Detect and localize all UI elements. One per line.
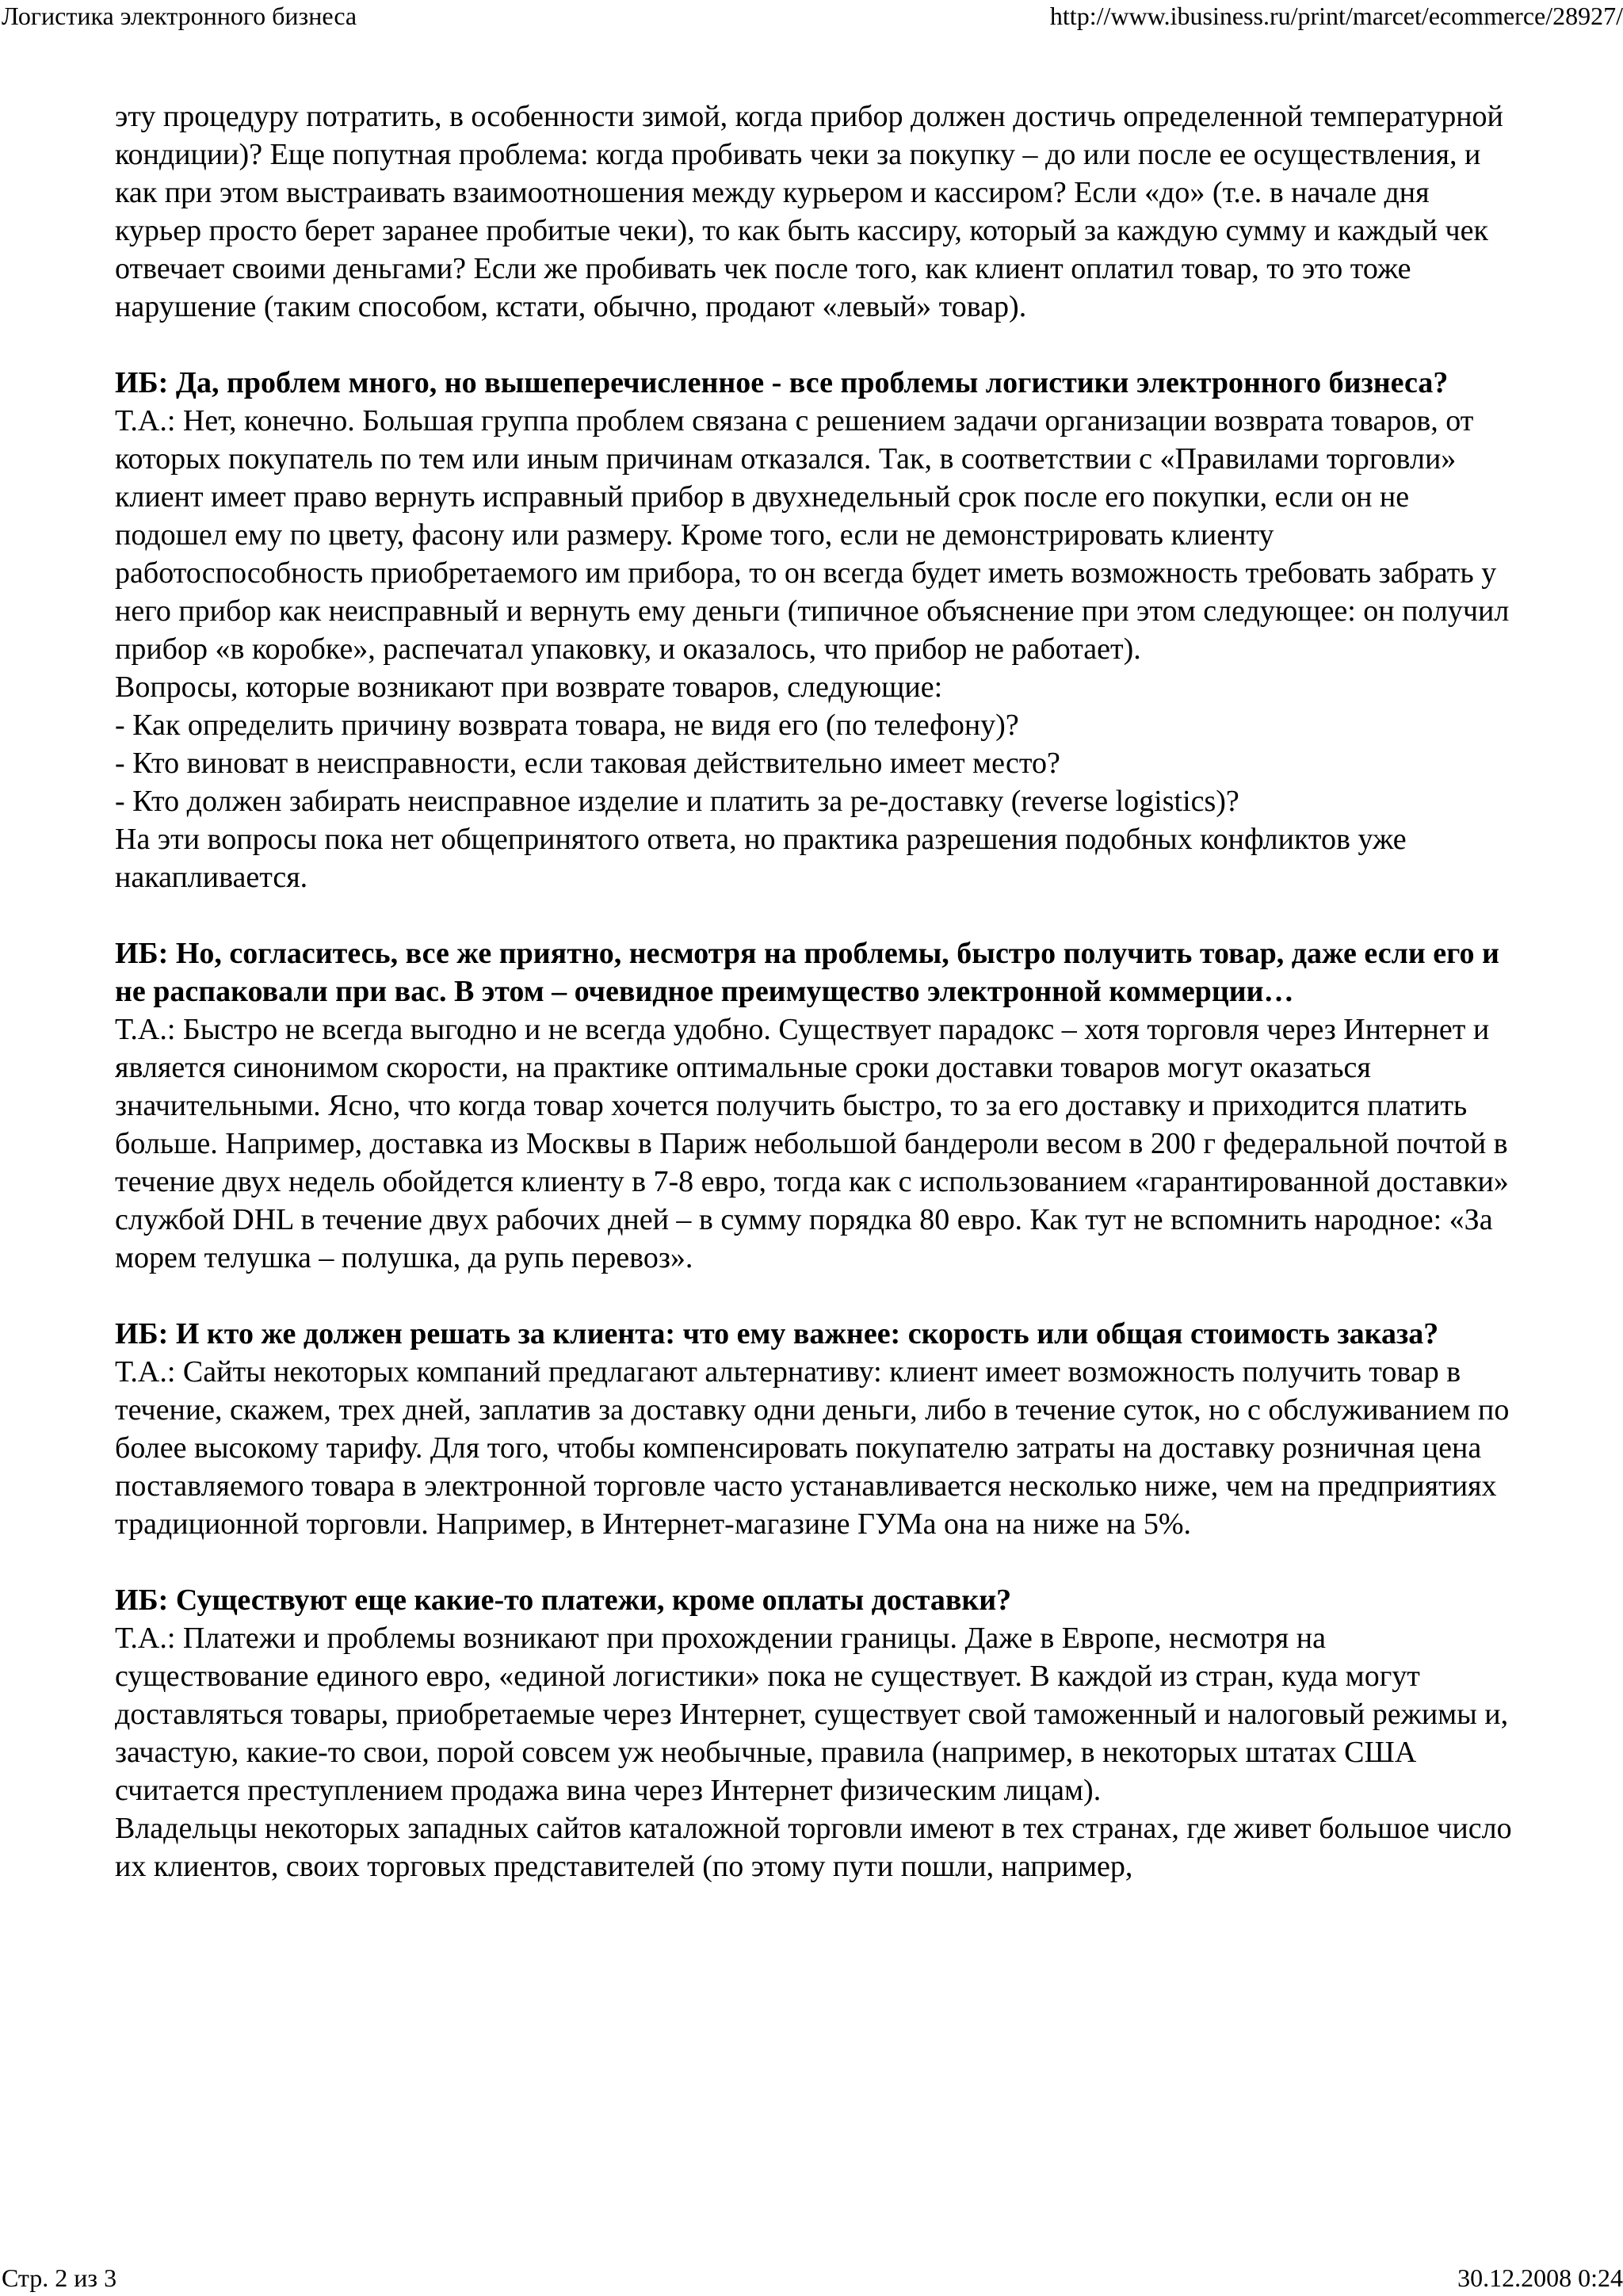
answer-paragraph: На эти вопросы пока нет общепринятого ответа, но практика разрешения подобных конфликтов уже накапливается. [115, 823, 1407, 894]
answer-paragraph: Т.А.: Нет, конечно. Большая группа проблем связана с решением задачи организации возврата товаров, от которых покупатель по тем или иным причинам отказался. Так, в соответствии с «Правилами торговли» клиент имеет право вернуть исправный прибор в двухнедельный срок после его покупки, если он не подошел ему по цвету, фасону или размеру. Кроме того, если не демонстрировать клиенту работоспособность приобретаемого им прибора, то он всегда будет иметь возможность требовать забрать у него прибор как неисправный и вернуть ему деньги (типичное объяснение при этом следующее: он получил прибор «в коробке», распечатал упаковку, и оказалось, что прибор не работает). [115, 404, 1510, 666]
interviewer-question: ИБ: Но, согласитесь, все же приятно, несмотря на проблемы, быстро получить товар, даже если его и не распаковали при вас. В этом – очевидное преимущество электронной коммерции… [115, 937, 1499, 1008]
print-header [0, 0, 1623, 32]
answer-paragraph: Т.А.: Платежи и проблемы возникают при прохождении границы. Даже в Европе, несмотря на существование единого евро, «единой логистики» пока не существует. В каждой из стран, куда могут доставляться товары, приобретаемые через Интернет, существует свой таможенный и налоговый режимы и, зачастую, какие-то свои, порой совсем уж необычные, правила (например, в некоторых штатах США считается преступлением продажа вина через Интернет физическим лицам). [115, 1622, 1509, 1807]
list-item: - Как определить причину возврата товара, не видя его (по телефону)? [115, 709, 1019, 742]
answer-paragraph: Т.А.: Быстро не всегда выгодно и не всегда удобно. Существует парадокс – хотя торговля через Интернет и является синонимом скорости, на практике оптимальные сроки доставки товаров могут оказаться значительными. Ясно, что когда товар хочется получить быстро, то за его доставку и приходится платить больше. Например, доставка из Москвы в Париж небольшой бандероли весом в 200 г федеральной почтой в течение двух недель обойдется клиенту в 7-8 евро, тогда как с использованием «гарантированной доставки» службой DHL в течение двух рабочих дней – в сумму порядка 80 евро. Как тут не вспомнить народное: «За морем телушка – полушка, да рупь перевоз». [115, 1013, 1509, 1274]
answer-paragraph: Т.А.: Сайты некоторых компаний предлагают альтернативу: клиент имеет возможность получить товар в течение, скажем, трех дней, заплатив за доставку одни деньги, либо в течение суток, но с обслуживанием по более высокому тарифу. Для того, чтобы компенсировать покупателю затраты на доставку розничная цена поставляемого товара в электронной торговле часто устанавливается несколько ниже, чем на предприятиях традиционной торговли. Например, в Интернет-магазине ГУМа она на ниже на 5%. [115, 1355, 1510, 1541]
list-item: - Кто должен забирать неисправное изделие и платить за ре-доставку (reverse logistics)? [115, 785, 1239, 818]
paragraph: эту процедуру потратить, в особенности зимой, когда прибор должен достичь определенной температурной кондиции)? Еще попутная проблема: когда пробивать чеки за покупку – до или после ее осуществления, и как при этом выстраивать взаимоотношения между курьером и кассиром? Если «до» (т.е. в начале дня курьер просто берет заранее пробитые чеки), то как быть кассиру, который за каждую сумму и каждый чек отвечает своими деньгами? Если же пробивать чек после того, как клиент оплатил товар, то это тоже нарушение (таким способом, кстати, обычно, продают «левый» товар). [115, 100, 1503, 323]
answer-paragraph: Владельцы некоторых западных сайтов каталожной торговли имеют в тех странах, где живет большое число их клиентов, своих торговых представителей (по этому пути пошли, например, [115, 1812, 1512, 1883]
interviewer-question: ИБ: И кто же должен решать за клиента: что ему важнее: скорость или общая стоимость заказа? [115, 1317, 1439, 1350]
page-title: Логистика электронного бизнеса [2, 2, 357, 30]
interviewer-question: ИБ: Существуют еще какие-то платежи, кроме оплаты доставки? [115, 1584, 1012, 1617]
interviewer-question: ИБ: Да, проблем много, но вышеперечисленное - все проблемы логистики электронного бизнеса? [115, 366, 1449, 399]
article-body [115, 97, 1514, 1885]
page-url: http://www.ibusiness.ru/print/marcet/ecommerce/28927/ [1049, 2, 1623, 30]
list-item: - Кто виноват в неисправности, если таковая действительно имеет место? [115, 747, 1060, 780]
list-intro: Вопросы, которые возникают при возврате товаров, следующие: [115, 670, 943, 704]
page-number: Стр. 2 из 3 [2, 2264, 117, 2292]
print-footer [0, 2262, 1623, 2294]
print-datetime: 30.12.2008 0:24 [1457, 2264, 1623, 2292]
